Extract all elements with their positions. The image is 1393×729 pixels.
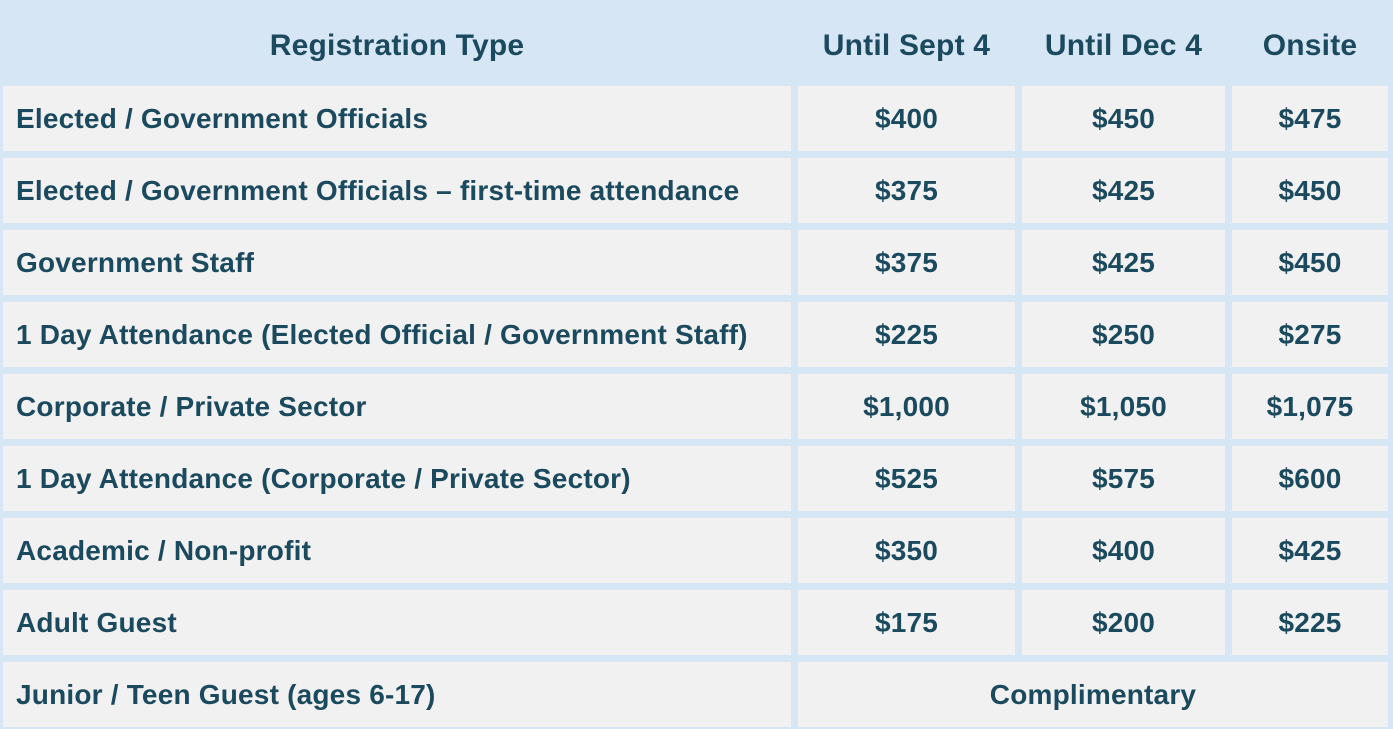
price-cell: $375 — [798, 158, 1015, 223]
price-cell: $350 — [798, 518, 1015, 583]
price-cell: $600 — [1232, 446, 1388, 511]
price-cell: $400 — [1022, 518, 1225, 583]
price-cell: $225 — [798, 302, 1015, 367]
row-label-1-day-corporate-private-sector: 1 Day Attendance (Corporate / Private Sector) — [3, 446, 791, 511]
row-label-corporate-private-sector: Corporate / Private Sector — [3, 374, 791, 439]
column-header-registration-type: Registration Type — [269, 28, 525, 62]
price-cell: $475 — [1232, 86, 1388, 151]
price-cell: $400 — [798, 86, 1015, 151]
row-label-elected-government-officials-first-time: Elected / Government Officials – first-time attendance — [3, 158, 791, 223]
column-header-until-sept-4: Until Sept 4 — [822, 28, 991, 62]
complimentary-cell: Complimentary — [798, 662, 1388, 727]
price-cell: $200 — [1022, 590, 1225, 655]
row-label-government-staff: Government Staff — [3, 230, 791, 295]
price-cell: $450 — [1022, 86, 1225, 151]
column-header-until-dec-4: Until Dec 4 — [1044, 28, 1203, 62]
row-label-elected-government-officials: Elected / Government Officials — [3, 86, 791, 151]
price-cell: $1,050 — [1022, 374, 1225, 439]
price-cell: $425 — [1022, 230, 1225, 295]
price-cell: $450 — [1232, 230, 1388, 295]
column-header-onsite: Onsite — [1262, 28, 1358, 62]
price-cell: $1,000 — [798, 374, 1015, 439]
price-cell: $175 — [798, 590, 1015, 655]
price-cell: $525 — [798, 446, 1015, 511]
price-cell: $250 — [1022, 302, 1225, 367]
price-cell: $575 — [1022, 446, 1225, 511]
price-cell: $425 — [1022, 158, 1225, 223]
price-cell: $1,075 — [1232, 374, 1388, 439]
row-label-junior-teen-guest: Junior / Teen Guest (ages 6-17) — [3, 662, 791, 727]
price-cell: $450 — [1232, 158, 1388, 223]
price-cell: $225 — [1232, 590, 1388, 655]
price-cell: $375 — [798, 230, 1015, 295]
row-label-academic-non-profit: Academic / Non-profit — [3, 518, 791, 583]
row-label-adult-guest: Adult Guest — [3, 590, 791, 655]
price-cell: $425 — [1232, 518, 1388, 583]
row-label-1-day-elected-official-government-staff: 1 Day Attendance (Elected Official / Government Staff) — [3, 302, 791, 367]
price-cell: $275 — [1232, 302, 1388, 367]
